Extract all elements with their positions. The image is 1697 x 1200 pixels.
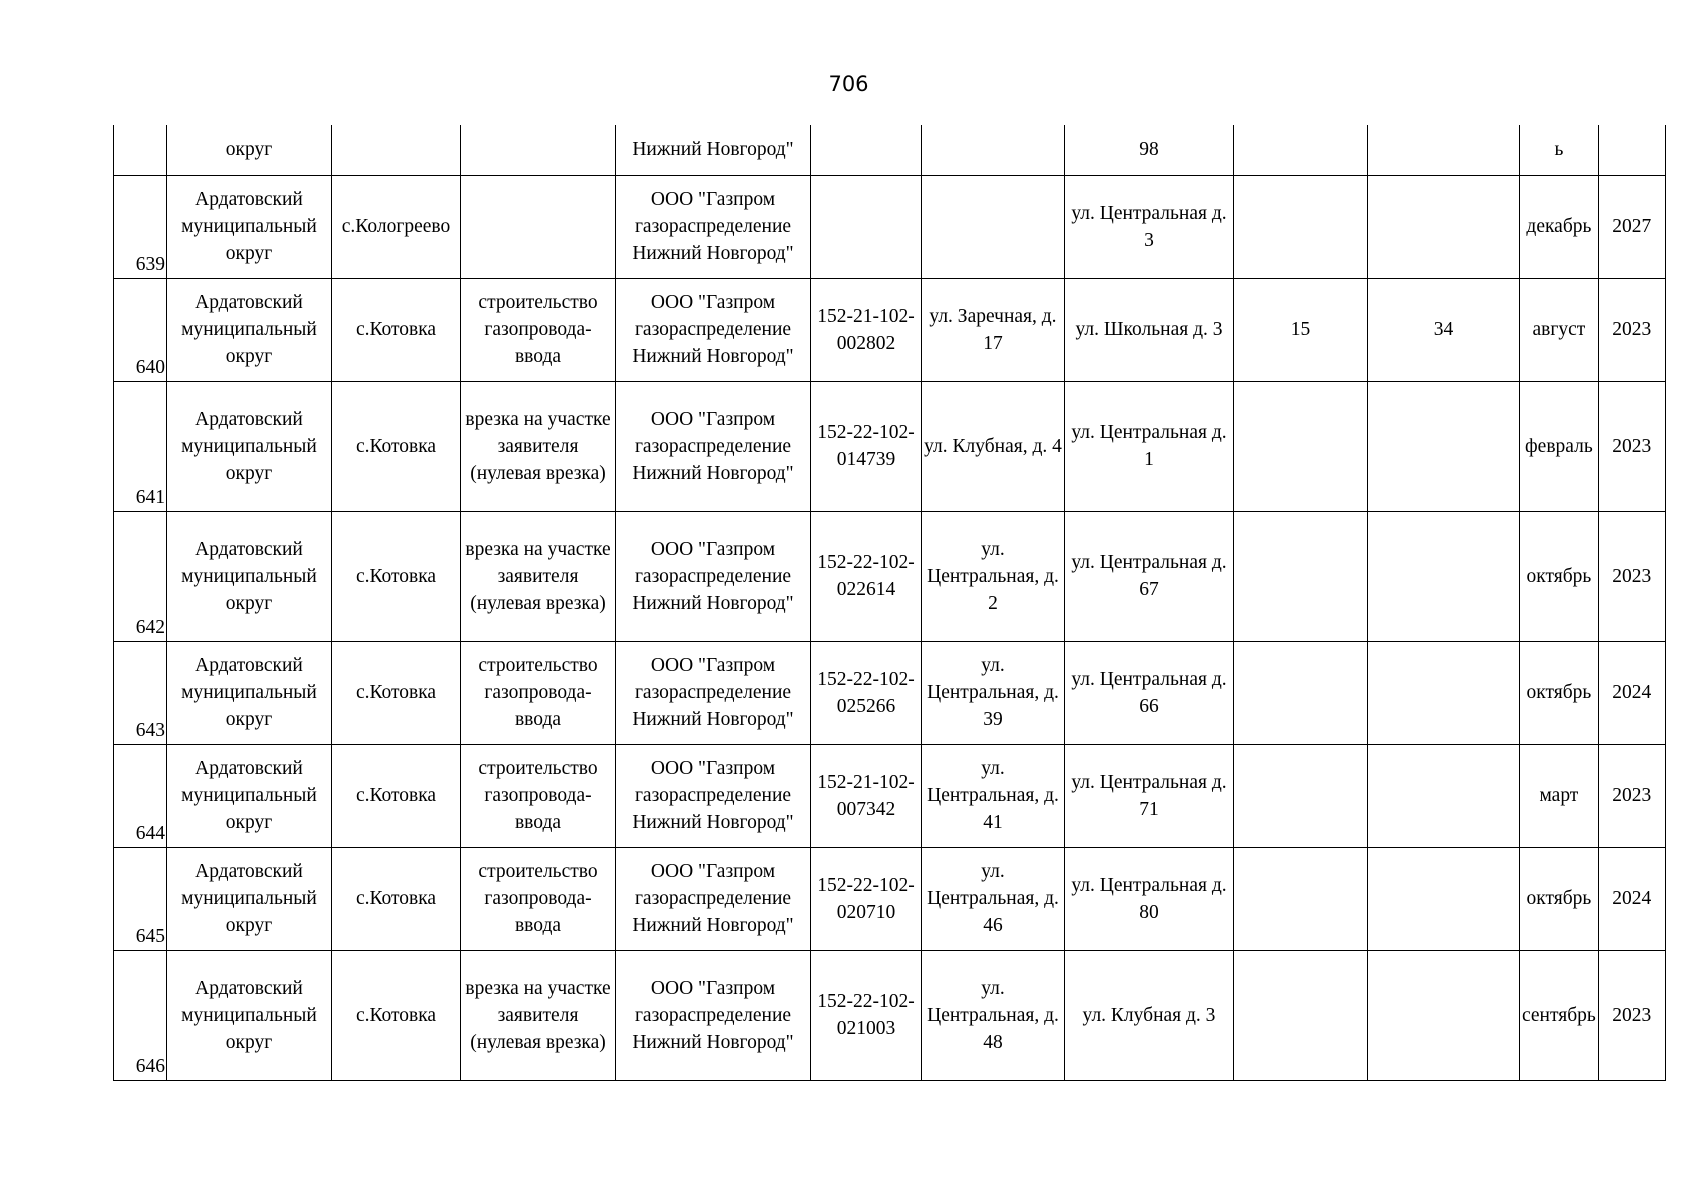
cell-col9 <box>1234 950 1368 1080</box>
cell-year: 2023 <box>1598 744 1665 847</box>
cell-org: ООО "Газпром газораспределение Нижний Новгород" <box>616 278 811 381</box>
cell-col10 <box>1368 950 1520 1080</box>
cell-work-type: строительство газопровода-ввода <box>461 641 616 744</box>
table-row <box>114 950 1666 1080</box>
cell-applicant-address: ул. Заречная, д. 17 <box>922 278 1065 381</box>
cell-col9: 15 <box>1234 278 1368 381</box>
cell-month: ь <box>1520 125 1599 175</box>
cell-num: 643 <box>114 641 167 744</box>
cell-permit: 152-22-102-014739 <box>811 381 922 511</box>
cell-col10 <box>1368 744 1520 847</box>
cell-applicant-address: ул. Центральная, д. 2 <box>922 511 1065 641</box>
cell-work-type: врезка на участке заявителя (нулевая врезка) <box>461 381 616 511</box>
cell-month: декабрь <box>1520 175 1599 278</box>
cell-address: ул. Центральная д. 71 <box>1065 744 1234 847</box>
cell-address: ул. Школьная д. 3 <box>1065 278 1234 381</box>
cell-month: октябрь <box>1520 641 1599 744</box>
cell-num: 639 <box>114 175 167 278</box>
cell-num: 644 <box>114 744 167 847</box>
cell-year: 2023 <box>1598 381 1665 511</box>
cell-year <box>1598 125 1665 175</box>
cell-month: октябрь <box>1520 511 1599 641</box>
cell-col9 <box>1234 125 1368 175</box>
cell-district: Ардатовский муниципальный округ <box>167 175 332 278</box>
cell-applicant-address: ул. Центральная, д. 41 <box>922 744 1065 847</box>
cell-address: ул. Центральная д. 66 <box>1065 641 1234 744</box>
cell-permit <box>811 175 922 278</box>
cell-year: 2024 <box>1598 641 1665 744</box>
cell-district: Ардатовский муниципальный округ <box>167 278 332 381</box>
cell-col10 <box>1368 175 1520 278</box>
cell-org: ООО "Газпром газораспределение Нижний Новгород" <box>616 950 811 1080</box>
cell-year: 2027 <box>1598 175 1665 278</box>
cell-num: 642 <box>114 511 167 641</box>
page-number: 706 <box>828 72 869 96</box>
cell-col9 <box>1234 744 1368 847</box>
cell-work-type: строительство газопровода-ввода <box>461 744 616 847</box>
table-row <box>114 381 1666 511</box>
cell-village: с.Котовка <box>332 847 461 950</box>
cell-work-type: строительство газопровода-ввода <box>461 278 616 381</box>
cell-applicant-address: ул. Центральная, д. 46 <box>922 847 1065 950</box>
table-row <box>114 847 1666 950</box>
cell-num: 645 <box>114 847 167 950</box>
table-row <box>114 744 1666 847</box>
cell-num: 640 <box>114 278 167 381</box>
cell-address: ул. Центральная д. 1 <box>1065 381 1234 511</box>
table-row <box>114 641 1666 744</box>
cell-permit: 152-21-102-002802 <box>811 278 922 381</box>
table-row-continued <box>114 125 1666 175</box>
cell-district: Ардатовский муниципальный округ <box>167 381 332 511</box>
cell-district: Ардатовский муниципальный округ <box>167 744 332 847</box>
cell-applicant-address <box>922 125 1065 175</box>
cell-district: Ардатовский муниципальный округ <box>167 511 332 641</box>
cell-village: с.Кологреево <box>332 175 461 278</box>
cell-org: ООО "Газпром газораспределение Нижний Новгород" <box>616 641 811 744</box>
cell-permit: 152-22-102-020710 <box>811 847 922 950</box>
cell-permit: 152-22-102-025266 <box>811 641 922 744</box>
cell-applicant-address: ул. Центральная, д. 39 <box>922 641 1065 744</box>
cell-address: ул. Центральная д. 80 <box>1065 847 1234 950</box>
table-row <box>114 511 1666 641</box>
cell-org: ООО "Газпром газораспределение Нижний Новгород" <box>616 847 811 950</box>
cell-district: округ <box>167 125 332 175</box>
cell-village: с.Котовка <box>332 744 461 847</box>
cell-col10 <box>1368 847 1520 950</box>
cell-month: февраль <box>1520 381 1599 511</box>
cell-permit: 152-22-102-022614 <box>811 511 922 641</box>
cell-district: Ардатовский муниципальный округ <box>167 641 332 744</box>
cell-month: август <box>1520 278 1599 381</box>
cell-col10 <box>1368 125 1520 175</box>
cell-work-type: врезка на участке заявителя (нулевая врезка) <box>461 511 616 641</box>
cell-applicant-address: ул. Центральная, д. 48 <box>922 950 1065 1080</box>
cell-col9 <box>1234 641 1368 744</box>
cell-permit: 152-22-102-021003 <box>811 950 922 1080</box>
cell-work-type: строительство газопровода-ввода <box>461 847 616 950</box>
cell-col10 <box>1368 641 1520 744</box>
cell-year: 2023 <box>1598 950 1665 1080</box>
cell-org: ООО "Газпром газораспределение Нижний Новгород" <box>616 381 811 511</box>
cell-village: с.Котовка <box>332 278 461 381</box>
table-row <box>114 175 1666 278</box>
cell-village: с.Котовка <box>332 950 461 1080</box>
cell-org: ООО "Газпром газораспределение Нижний Новгород" <box>616 511 811 641</box>
cell-address: ул. Центральная д. 3 <box>1065 175 1234 278</box>
cell-col9 <box>1234 511 1368 641</box>
cell-col9 <box>1234 381 1368 511</box>
cell-address: ул. Клубная д. 3 <box>1065 950 1234 1080</box>
cell-village: с.Котовка <box>332 641 461 744</box>
cell-org: ООО "Газпром газораспределение Нижний Новгород" <box>616 175 811 278</box>
cell-month: март <box>1520 744 1599 847</box>
cell-village: с.Котовка <box>332 381 461 511</box>
cell-col10 <box>1368 381 1520 511</box>
cell-year: 2024 <box>1598 847 1665 950</box>
cell-work-type <box>461 125 616 175</box>
cell-year: 2023 <box>1598 511 1665 641</box>
cell-month: октябрь <box>1520 847 1599 950</box>
cell-col9 <box>1234 847 1368 950</box>
cell-col10 <box>1368 511 1520 641</box>
cell-address: 98 <box>1065 125 1234 175</box>
cell-village: с.Котовка <box>332 511 461 641</box>
cell-work-type <box>461 175 616 278</box>
cell-month: сентябрь <box>1520 950 1599 1080</box>
cell-permit <box>811 125 922 175</box>
cell-address: ул. Центральная д. 67 <box>1065 511 1234 641</box>
cell-col9 <box>1234 175 1368 278</box>
cell-district: Ардатовский муниципальный округ <box>167 847 332 950</box>
cell-num <box>114 125 167 175</box>
cell-permit: 152-21-102-007342 <box>811 744 922 847</box>
cell-col10: 34 <box>1368 278 1520 381</box>
cell-village <box>332 125 461 175</box>
cell-num: 646 <box>114 950 167 1080</box>
gas-connection-table <box>113 125 1666 1081</box>
cell-applicant-address <box>922 175 1065 278</box>
cell-org: ООО "Газпром газораспределение Нижний Новгород" <box>616 744 811 847</box>
cell-year: 2023 <box>1598 278 1665 381</box>
cell-work-type: врезка на участке заявителя (нулевая врезка) <box>461 950 616 1080</box>
cell-num: 641 <box>114 381 167 511</box>
cell-applicant-address: ул. Клубная, д. 4 <box>922 381 1065 511</box>
cell-org: Нижний Новгород" <box>616 125 811 175</box>
table-row <box>114 278 1666 381</box>
cell-district: Ардатовский муниципальный округ <box>167 950 332 1080</box>
